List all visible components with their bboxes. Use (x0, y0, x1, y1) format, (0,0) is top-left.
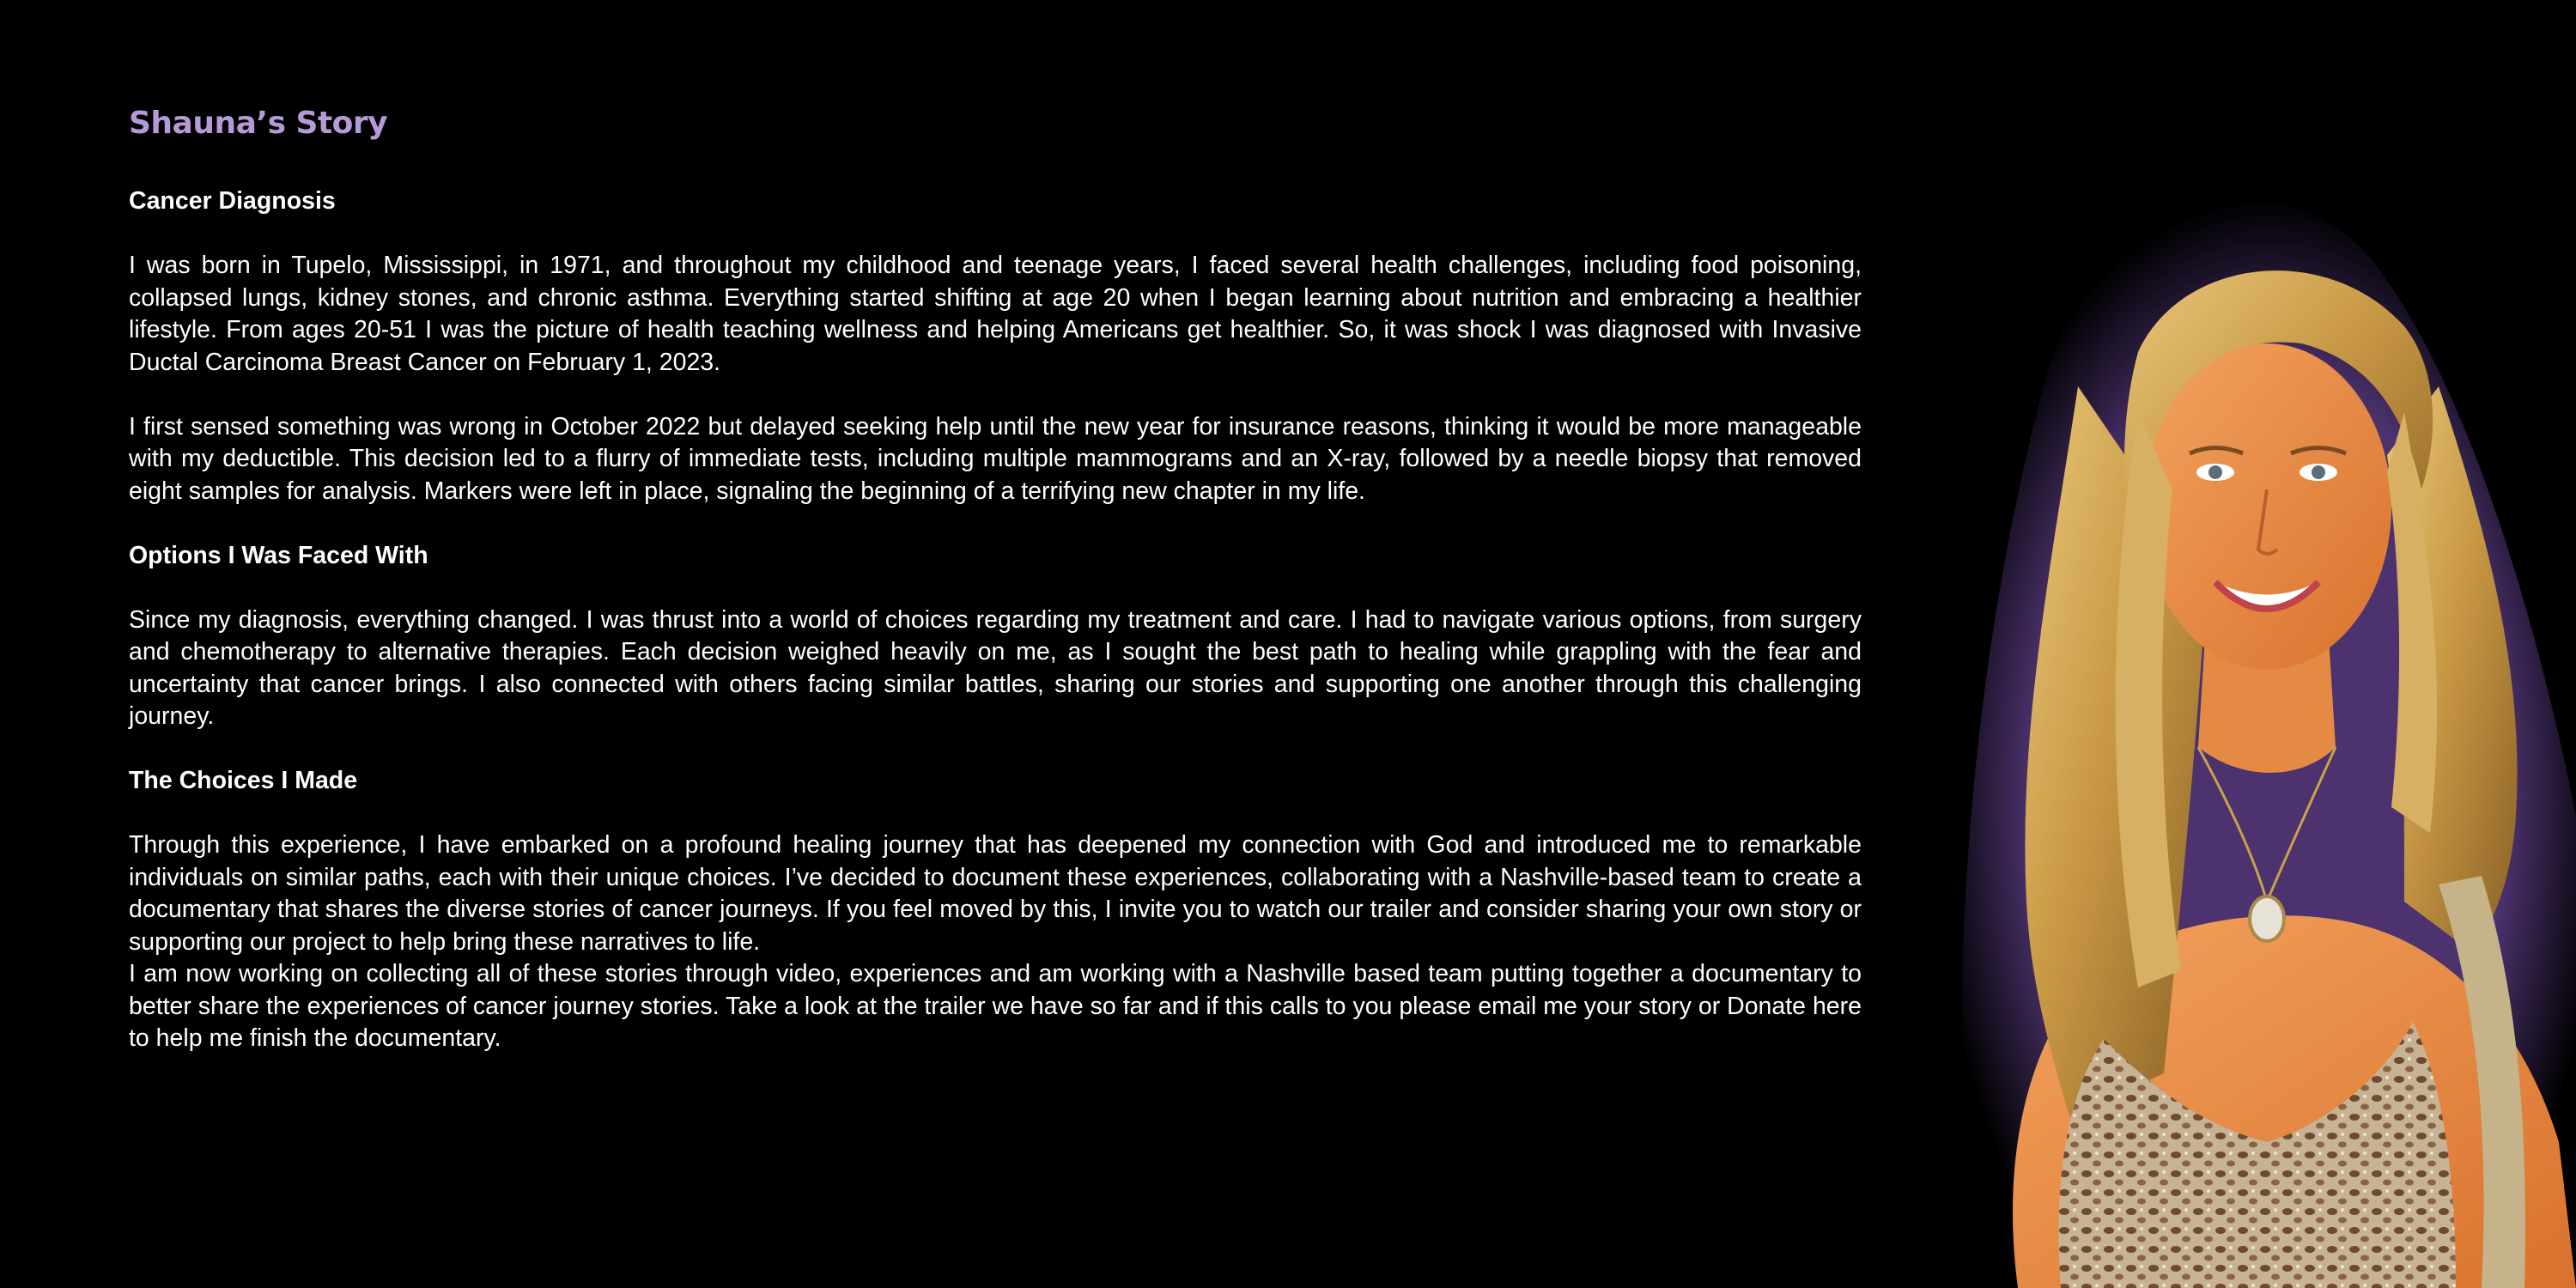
story-title: Shauna’s Story (129, 106, 388, 141)
story-content (129, 94, 1862, 1087)
portrait-illustration (1923, 129, 2576, 1288)
portrait-photo (1923, 129, 2576, 1288)
paragraph-documentary-call: I am now working on collecting all of these stories through video, experiences and am working with a Nashville based team putting together a documentary to better share the experiences of cancer journey stories. Take a look at the trailer we have so far and if this calls to you please email me your story or Donate here to help me finish the documentary. (129, 960, 1862, 1052)
section-heading-options: Options I Was Faced With (129, 541, 428, 569)
paragraph-first-signs: I first sensed something was wrong in October 2022 but delayed seeking help until the new year for insurance reasons, thinking it would be more manageable with my deductible. This decision led to a flurry of immediate tests, including multiple mammograms and an X-ray, followed by a needle biopsy that removed eight samples for analysis. Markers were left in place, signaling the beginning of a terrifying new chapter in my life. (129, 412, 1862, 505)
section-heading-cancer-diagnosis: Cancer Diagnosis (129, 187, 336, 215)
section-heading-choices: The Choices I Made (129, 767, 358, 794)
paragraph-background: I was born in Tupelo, Mississippi, in 1971, and throughout my childhood and teenage years, I faced several health challenges, including food poisoning, collapsed lungs, kidney stones, and chronic asthma. Everything started shifting at age 20 when I began learning about nutrition and embracing a healthier lifestyle. From ages 20-51 I was the picture of health teaching wellness and helping Americans get healthier. So, it was shock I was diagnosed with Invasive Ductal Carcinoma Breast Cancer on February 1, 2023. (129, 252, 1862, 376)
paragraph-options: Since my diagnosis, everything changed. I was thrust into a world of choices regarding my treatment and care. I had to navigate various options, from surgery and chemotherapy to alternative therapies. Each decision weighed heavily on me, as I sought the best path to healing while grappling with the fear and uncertainty that cancer brings. I also connected with others facing similar battles, sharing our stories and supporting one another through this challenging journey. (129, 605, 1862, 730)
paragraph-healing-journey: Through this experience, I have embarked on a profound healing journey that has deepened my connection with God and introduced me to remarkable individuals on similar paths, each with their unique choices. I’ve decided to document these experiences, collaborating with a Nashville-based team to create a documentary that shares the diverse stories of cancer journeys. If you feel moved by this, I invite you to watch our trailer and consider sharing your own story or supporting our project to help bring these narratives to life. (129, 831, 1862, 956)
